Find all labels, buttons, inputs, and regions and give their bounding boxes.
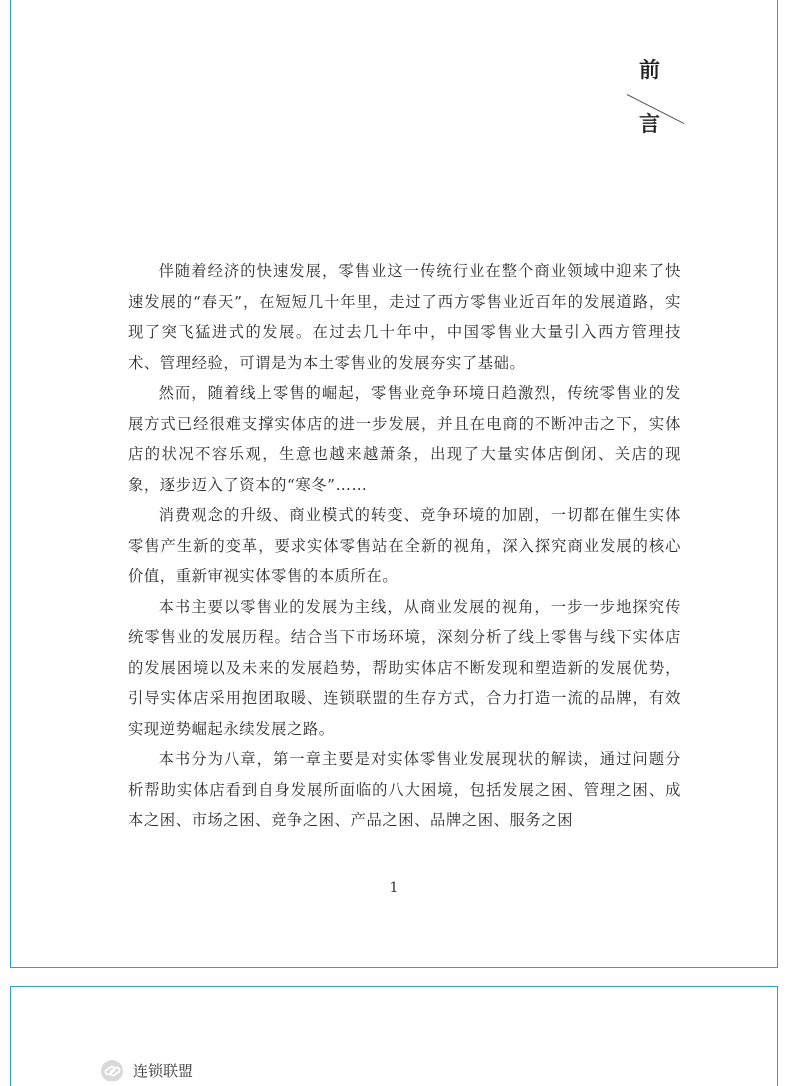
heading-char-qian: 前 — [639, 57, 660, 82]
preface-body — [128, 256, 681, 836]
page-number: 1 — [389, 880, 399, 896]
paragraph: 伴随着经济的快速发展，零售业这一传统行业在整个商业领域中迎来了快速发展的“春天”，在短短几十年里，走过了西方零售业近百年的发展道路，实现了突飞猛进式的发展。在过去几十年中，中国零售业大量引入西方管理技术、管理经验，可谓是为本土零售业的发展夯实了基础。 — [128, 262, 681, 372]
paragraph: 然而，随着线上零售的崛起，零售业竞争环境日趋激烈，传统零售业的发展方式已经很难支撑实体店的进一步发展，并且在电商的不断冲击之下，实体店的状况不容乐观，生意也越来越萧条，出现了大量实体店倒闭、关店的现象，逐步迈入了资本的“寒冬”…… — [128, 384, 681, 494]
chapter-heading — [625, 50, 695, 140]
paragraph: 消费观念的升级、商业模式的转变、竞争环境的加剧，一切都在催生实体零售产生新的变革，要求实体零售站在全新的视角，深入探究商业发展的核心价值，重新审视实体零售的本质所在。 — [128, 506, 681, 585]
heading-char-yan: 言 — [639, 111, 660, 136]
running-header-label: 连锁联盟 — [133, 1061, 194, 1080]
page-2 — [10, 986, 778, 1086]
paragraph: 本书主要以零售业的发展为主线，从商业发展的视角，一步一步地探究传统零售业的发展历程。结合当下市场环境，深刻分析了线上零售与线下实体店的发展困境以及未来的发展趋势，帮助实体店不断发现和塑造新的发展优势，引导实体店采用抱团取暖、连锁联盟的生存方式，合力打造一流的品牌，有效实现逆势崛起永续发展之路。 — [128, 597, 681, 738]
page-1 — [10, 0, 778, 968]
chain-link-icon — [99, 1059, 127, 1081]
running-header — [99, 1057, 193, 1083]
paragraph: 本书分为八章，第一章主要是对实体零售业发展现状的解读，通过问题分析帮助实体店看到自身发展所面临的八大困境，包括发展之困、管理之困、成本之困、市场之困、竞争之困、产品之困、品牌之困、服务之困 — [128, 750, 681, 829]
